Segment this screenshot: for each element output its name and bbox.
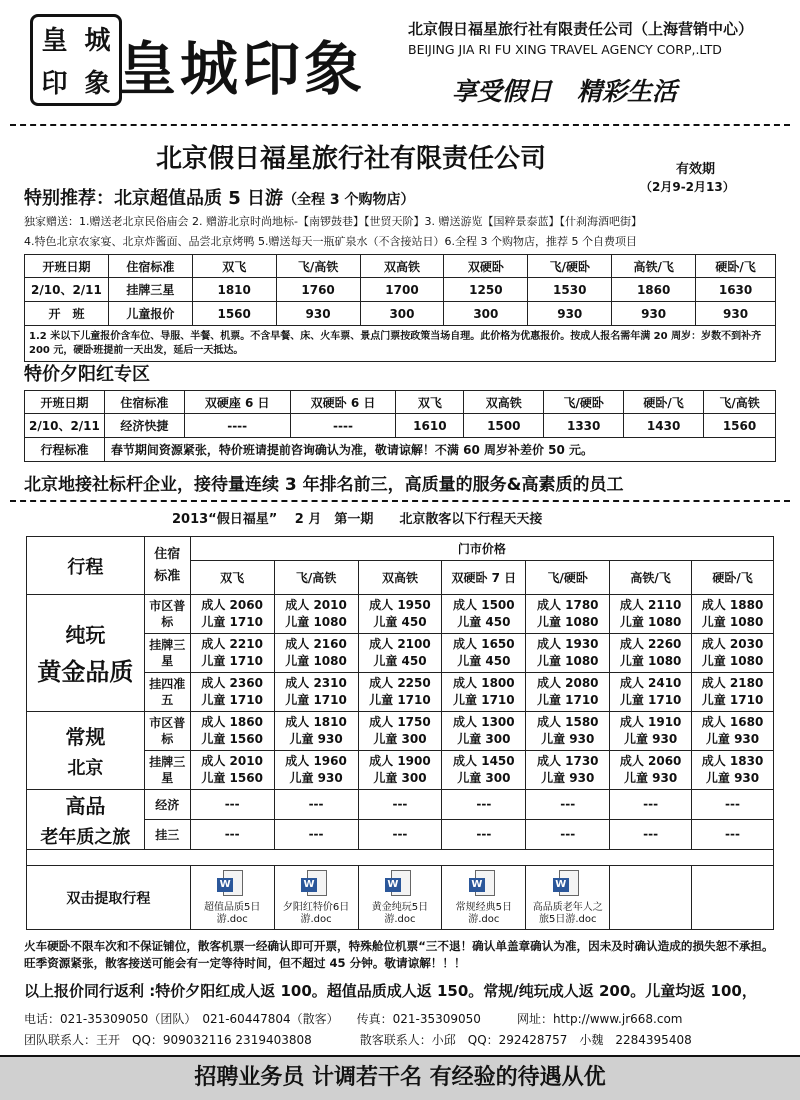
price-cell — [526, 595, 610, 634]
price-header: 门市价格 — [190, 537, 773, 561]
child-price: 儿童 930 — [541, 771, 595, 785]
adult-price: 成人 2080 — [536, 676, 599, 690]
special-heading — [24, 184, 415, 210]
price-cell — [526, 673, 610, 712]
lodging-header: 住宿标准 — [144, 537, 190, 595]
col-header: 双硬卧 6 日 — [290, 391, 396, 414]
child-price: 儿童 1560 — [201, 732, 263, 746]
sunset-price-table — [24, 390, 776, 462]
adult-price: 成人 2100 — [369, 637, 431, 651]
price-cell: 1530 — [528, 278, 612, 302]
child-price: 儿童 930 — [624, 732, 678, 746]
child-price: 儿童 1710 — [619, 693, 682, 707]
price-cell — [442, 790, 526, 820]
price-cell — [358, 712, 442, 751]
table-row — [27, 790, 774, 820]
adult-price: 成人 1300 — [453, 715, 515, 729]
price-cell — [610, 712, 692, 751]
category-sub: 黄金品质 — [37, 657, 134, 686]
col-header: 双硬卧 — [444, 255, 528, 278]
col-header: 飞/硬卧 — [528, 255, 612, 278]
adult-price: 成人 2360 — [201, 676, 263, 690]
notice: 火车硬卧不限车次和不保证铺位，散客机票一经确认即可开票，特殊舱位机票“三不退！确认单盖章确认为准，因未及时确认造成的损失恕不承担。旺季资源紧张，散客接送可能会有一定等待时间，但不超过 45 分钟。敬请谅解！！！ — [24, 939, 774, 970]
row-label: 儿童报价 — [108, 302, 192, 326]
recruit-bar — [0, 1055, 800, 1100]
adult-price: --- — [643, 797, 659, 811]
price-col-header: 飞/硬卧 — [526, 561, 610, 595]
adult-price: 成人 1800 — [453, 676, 515, 690]
price-cell: 930 — [528, 302, 612, 326]
seal-char: 皇 — [41, 26, 68, 56]
adult-price: --- — [476, 827, 492, 841]
standard-text: 春节期间资源紧张，特价班请提前咨询确认为准，敬请谅解！不满 60 周岁补差价 50 元。 — [104, 438, 775, 462]
adult-price: 成人 2160 — [285, 637, 347, 651]
col-header: 双高铁 — [464, 391, 544, 414]
price-cell: 930 — [696, 302, 776, 326]
price-cell — [526, 751, 610, 790]
adult-price: --- — [725, 797, 740, 811]
validity-label: 有效期 — [676, 162, 716, 177]
category-cell — [27, 790, 145, 850]
price-cell — [358, 595, 442, 634]
price-cell — [692, 634, 774, 673]
open-label: 开 班 — [25, 302, 109, 326]
child-price: 儿童 930 — [705, 732, 760, 746]
price-cell — [358, 820, 442, 850]
adult-price: --- — [476, 797, 492, 811]
lodging-label: 挂四准五 — [144, 673, 190, 712]
adult-price: 成人 2210 — [201, 637, 263, 651]
file-attachment[interactable] — [190, 866, 274, 930]
logo-text: 皇城印象 — [118, 35, 367, 103]
price-cell — [526, 634, 610, 673]
adult-price: 成人 1950 — [369, 598, 431, 612]
price-cell — [692, 790, 774, 820]
adult-price: 成人 2260 — [619, 637, 682, 651]
category-name: 常规 — [65, 725, 106, 749]
adult-price: 成人 2010 — [201, 754, 263, 768]
adult-price: 成人 1910 — [619, 715, 682, 729]
child-price: 儿童 1080 — [619, 615, 682, 629]
word-doc-icon[interactable]: W — [385, 870, 415, 900]
price-cell — [358, 751, 442, 790]
price-cell: 1700 — [360, 278, 444, 302]
subtitle: 2013“假日福星” 2 月 第一期 北京散客以下行程天天接 — [172, 512, 543, 527]
price-cell: 930 — [276, 302, 360, 326]
col-header: 飞/高铁 — [704, 391, 776, 414]
adult-price: 成人 2060 — [619, 754, 682, 768]
price-col-header: 双硬卧 7 日 — [442, 561, 526, 595]
seal-char: 城 — [84, 26, 111, 56]
child-price: 儿童 1080 — [285, 615, 347, 629]
price-cell — [692, 673, 774, 712]
category-sub: 北京 — [67, 758, 104, 779]
price-cell — [526, 820, 610, 850]
price-cell: 1560 — [704, 414, 776, 438]
adult-price: --- — [560, 827, 576, 841]
price-col-header: 高铁/飞 — [610, 561, 692, 595]
table-row — [27, 712, 774, 751]
adult-price: --- — [224, 797, 240, 811]
file-name[interactable]: 夕阳红特价6日游.doc — [282, 902, 350, 925]
col-header: 高铁/飞 — [612, 255, 696, 278]
adult-price: --- — [392, 827, 408, 841]
file-attachment[interactable] — [526, 866, 610, 930]
category-sub: 老年质之旅 — [40, 827, 131, 848]
route-header: 行程 — [27, 537, 145, 595]
child-price: 儿童 1080 — [536, 654, 599, 668]
price-cell — [610, 673, 692, 712]
sunset-standard-row — [25, 438, 776, 462]
header-divider — [10, 124, 790, 126]
download-label: 双击提取行程 — [27, 866, 191, 930]
price-cell: 1430 — [624, 414, 704, 438]
adult-price: --- — [725, 827, 740, 841]
child-price: 儿童 450 — [373, 615, 427, 629]
adult-price: 成人 1730 — [536, 754, 599, 768]
price-cell: ---- — [290, 414, 396, 438]
price-cell — [692, 751, 774, 790]
price-cell — [190, 595, 274, 634]
adult-price: 成人 2250 — [369, 676, 431, 690]
price-col-header: 飞/高铁 — [274, 561, 358, 595]
adult-price: 成人 1860 — [201, 715, 263, 729]
spacer-row — [27, 850, 774, 866]
price-cell — [610, 634, 692, 673]
recruit-text: 招聘业务员 计调若干名 有经验的待遇从优 — [194, 1065, 606, 1090]
word-doc-icon[interactable]: W — [301, 870, 331, 900]
col-header: 住宿标准 — [104, 391, 184, 414]
banner-divider — [10, 500, 790, 502]
col-header: 双飞 — [192, 255, 276, 278]
open-dates: 2/10、2/11 — [25, 414, 105, 438]
price-cell: 300 — [360, 302, 444, 326]
spacer-cell — [27, 850, 774, 866]
adult-price: 成人 2310 — [285, 676, 347, 690]
price-cell — [442, 595, 526, 634]
main-header-row — [27, 537, 774, 561]
child-price: 儿童 450 — [373, 654, 427, 668]
adult-price: --- — [308, 797, 324, 811]
adult-price: 成人 1500 — [453, 598, 515, 612]
child-price: 儿童 1080 — [701, 615, 764, 629]
price-cell — [610, 790, 692, 820]
contact-line-2: 团队联系人：王开 QQ：909032116 2319403808 散客联系人：小邱 QQ：292428757 小魏 2284395408 — [24, 1033, 692, 1047]
price-cell — [190, 673, 274, 712]
adult-price: --- — [224, 827, 240, 841]
price-cell — [274, 595, 358, 634]
price-cell — [610, 820, 692, 850]
price-cell — [526, 790, 610, 820]
price-cell: 1610 — [396, 414, 464, 438]
lodging-label: 挂三 — [144, 820, 190, 850]
child-price: 儿童 930 — [289, 771, 343, 785]
file-name[interactable]: 超值品质5日游.doc — [203, 902, 261, 925]
adult-price: 成人 1750 — [369, 715, 431, 729]
price-cell — [190, 790, 274, 820]
empty-cell — [610, 866, 692, 930]
price-cell: 1860 — [612, 278, 696, 302]
child-price: 儿童 450 — [457, 654, 511, 668]
price-cell — [610, 751, 692, 790]
gifts-line-1: 独家赠送：1.赠送老北京民俗庙会 2. 赠游北京时尚地标-【南锣鼓巷】【世贸天阶】3. 赠送游览【国粹景泰蓝】【什刹海酒吧街】 — [24, 215, 642, 228]
child-price: 儿童 1710 — [201, 615, 263, 629]
child-price: 儿童 1080 — [536, 615, 599, 629]
child-price: 儿童 1080 — [285, 654, 347, 668]
price-cell — [190, 712, 274, 751]
open-dates: 2/10、2/11 — [25, 278, 109, 302]
price-col-header: 双飞 — [190, 561, 274, 595]
col-header: 硬卧/飞 — [624, 391, 704, 414]
price-cell — [358, 634, 442, 673]
child-price: 儿童 300 — [373, 771, 427, 785]
price-cell: 300 — [444, 302, 528, 326]
price-cell: 1330 — [544, 414, 624, 438]
price-cell — [442, 751, 526, 790]
adult-price: 成人 2010 — [285, 598, 347, 612]
price-cell — [274, 634, 358, 673]
special-heading-text: 特别推荐：北京超值品质 5 日游 — [24, 188, 284, 209]
price-cell — [190, 751, 274, 790]
price-cell: 1760 — [276, 278, 360, 302]
validity-dates: （2月9-2月13） — [640, 180, 735, 194]
price-cell: 1250 — [444, 278, 528, 302]
file-name[interactable]: 黄金纯玩5日游.doc — [371, 902, 429, 925]
lodging-label: 市区普标 — [144, 712, 190, 751]
word-doc-icon[interactable]: W — [469, 870, 499, 900]
child-price: 儿童 1710 — [285, 693, 347, 707]
seal-char: 印 — [41, 69, 68, 99]
price-cell — [442, 634, 526, 673]
adult-price: 成人 1650 — [453, 637, 515, 651]
child-price: 儿童 1710 — [369, 693, 431, 707]
special-price-table — [24, 254, 776, 362]
price-cell — [358, 673, 442, 712]
category-name: 纯玩 — [65, 623, 106, 647]
slogan: 享受假日 精彩生活 — [452, 77, 678, 106]
adult-price: 成人 1930 — [536, 637, 599, 651]
price-cell — [274, 790, 358, 820]
price-cell — [442, 712, 526, 751]
main-price-table — [26, 536, 774, 930]
adult-price: --- — [560, 797, 576, 811]
col-header: 双高铁 — [360, 255, 444, 278]
price-cell — [692, 712, 774, 751]
child-price: 儿童 930 — [541, 732, 595, 746]
price-col-header: 硬卧/飞 — [692, 561, 774, 595]
file-attachment[interactable] — [274, 866, 358, 930]
sunset-header-row — [25, 391, 776, 414]
price-cell: 1810 — [192, 278, 276, 302]
adult-price: 成人 1810 — [285, 715, 347, 729]
price-cell — [274, 712, 358, 751]
child-price: 儿童 1560 — [201, 771, 263, 785]
adult-price: 成人 1780 — [536, 598, 599, 612]
adult-price: 成人 2410 — [619, 676, 682, 690]
price-cell: 1500 — [464, 414, 544, 438]
contact-line-1: 电话：021-35309050（团队） 021-60447804（散客） 传真：021-35309050 网址：http://www.jr668.com — [24, 1012, 683, 1026]
logo-seal — [30, 14, 122, 106]
row-label: 经济快捷 — [104, 414, 184, 438]
child-price: 儿童 300 — [457, 732, 511, 746]
special-row-child — [25, 302, 776, 326]
company-name-en: BEIJING JIA RI FU XING TRAVEL AGENCY CORP,.LTD — [408, 42, 722, 57]
price-cell — [358, 790, 442, 820]
adult-price: --- — [392, 797, 408, 811]
page-title: 北京假日福星旅行社有限责任公司 — [156, 144, 547, 174]
price-cell — [610, 595, 692, 634]
col-header: 飞/高铁 — [276, 255, 360, 278]
standard-label: 行程标准 — [25, 438, 105, 462]
special-note-row — [25, 326, 776, 362]
file-attachment[interactable] — [358, 866, 442, 930]
file-name[interactable]: 常规经典5日游.doc — [455, 902, 513, 925]
price-cell — [190, 634, 274, 673]
special-heading-note: （全程 3 个购物店） — [283, 192, 415, 208]
adult-price: 成人 1580 — [536, 715, 599, 729]
price-cell — [526, 712, 610, 751]
lodging-label: 市区普标 — [144, 595, 190, 634]
sunset-row — [25, 414, 776, 438]
child-price: 儿童 1710 — [453, 693, 515, 707]
col-header: 住宿标准 — [108, 255, 192, 278]
col-header: 开班日期 — [25, 255, 109, 278]
lodging-label: 挂牌三星 — [144, 634, 190, 673]
col-header: 开班日期 — [25, 391, 105, 414]
seal-char: 象 — [84, 69, 111, 99]
price-cell — [274, 673, 358, 712]
lodging-label: 挂牌三星 — [144, 751, 190, 790]
word-doc-icon[interactable]: W — [553, 870, 583, 900]
child-price: 儿童 930 — [705, 771, 760, 785]
child-price: 儿童 300 — [457, 771, 511, 785]
price-cell — [190, 820, 274, 850]
sunset-heading: 特价夕阳红专区 — [24, 364, 150, 385]
special-header-row — [25, 255, 776, 278]
col-header: 硬卧/飞 — [696, 255, 776, 278]
price-cell — [274, 820, 358, 850]
category-name: 高品 — [65, 794, 106, 818]
adult-price: 成人 1830 — [701, 754, 764, 768]
child-price: 儿童 450 — [457, 615, 511, 629]
table-row — [27, 595, 774, 634]
special-row-hotel — [25, 278, 776, 302]
banner: 北京地接社标杆企业，接待量连续 3 年排名前三，高质量的服务&高素质的员工 — [24, 475, 624, 495]
adult-price: --- — [643, 827, 659, 841]
price-cell — [442, 820, 526, 850]
price-cell — [442, 673, 526, 712]
special-note: 1.2 米以下儿童报价含车位、导服、半餐、机票。不含早餐、床、火车票、景点门票按政策当场自理。此价格为优惠报价。按成人报名需年满 20 周岁：岁数不到补齐 200 元，硬卧班提前一天出发，延后一天抵达。 — [25, 326, 776, 362]
col-header: 双飞 — [396, 391, 464, 414]
child-price: 儿童 1710 — [201, 693, 263, 707]
price-cell: 1630 — [696, 278, 776, 302]
col-header: 飞/硬卧 — [544, 391, 624, 414]
adult-price: 成人 1450 — [453, 754, 515, 768]
adult-price: 成人 2030 — [701, 637, 764, 651]
adult-price: 成人 2060 — [201, 598, 263, 612]
price-cell: 930 — [612, 302, 696, 326]
price-cell: 1560 — [192, 302, 276, 326]
price-cell — [692, 820, 774, 850]
company-name-cn: 北京假日福星旅行社有限责任公司（上海营销中心） — [408, 20, 754, 38]
price-cell — [692, 595, 774, 634]
category-cell — [27, 595, 145, 712]
child-price: 儿童 1710 — [701, 693, 764, 707]
child-price: 儿童 930 — [289, 732, 343, 746]
adult-price: 成人 1880 — [701, 598, 764, 612]
empty-cell — [692, 866, 774, 930]
adult-price: 成人 1960 — [285, 754, 347, 768]
adult-price: 成人 2110 — [619, 598, 682, 612]
header — [0, 0, 800, 118]
adult-price: --- — [308, 827, 324, 841]
adult-price: 成人 2180 — [701, 676, 764, 690]
child-price: 儿童 1710 — [536, 693, 599, 707]
category-cell — [27, 712, 145, 790]
word-doc-icon[interactable]: W — [217, 870, 247, 900]
adult-price: 成人 1900 — [369, 754, 431, 768]
file-attachment[interactable] — [442, 866, 526, 930]
adult-price: 成人 1680 — [701, 715, 764, 729]
file-name[interactable]: 高品质老年人之旅5日游.doc — [532, 902, 603, 925]
price-col-header: 双高铁 — [358, 561, 442, 595]
rebate-line: 以上报价同行返利 :特价夕阳红成人返 100。超值品质成人返 150。常规/纯玩成人返 200。儿童均返 100， — [24, 982, 757, 1000]
child-price: 儿童 1710 — [201, 654, 263, 668]
gifts-line-2: 4.特色北京农家宴、北京炸酱面、品尝北京烤鸭 5.赠送每天一瓶矿泉水（不含接站日）6.全程 3 个购物店，推荐 5 个自费项目 — [24, 235, 637, 248]
price-cell: ---- — [184, 414, 290, 438]
row-label: 挂牌三星 — [108, 278, 192, 302]
lodging-label: 经济 — [144, 790, 190, 820]
child-price: 儿童 1080 — [701, 654, 764, 668]
col-header: 双硬座 6 日 — [184, 391, 290, 414]
download-row — [27, 866, 774, 930]
child-price: 儿童 930 — [624, 771, 678, 785]
price-cell — [274, 751, 358, 790]
child-price: 儿童 1080 — [619, 654, 682, 668]
child-price: 儿童 300 — [373, 732, 427, 746]
